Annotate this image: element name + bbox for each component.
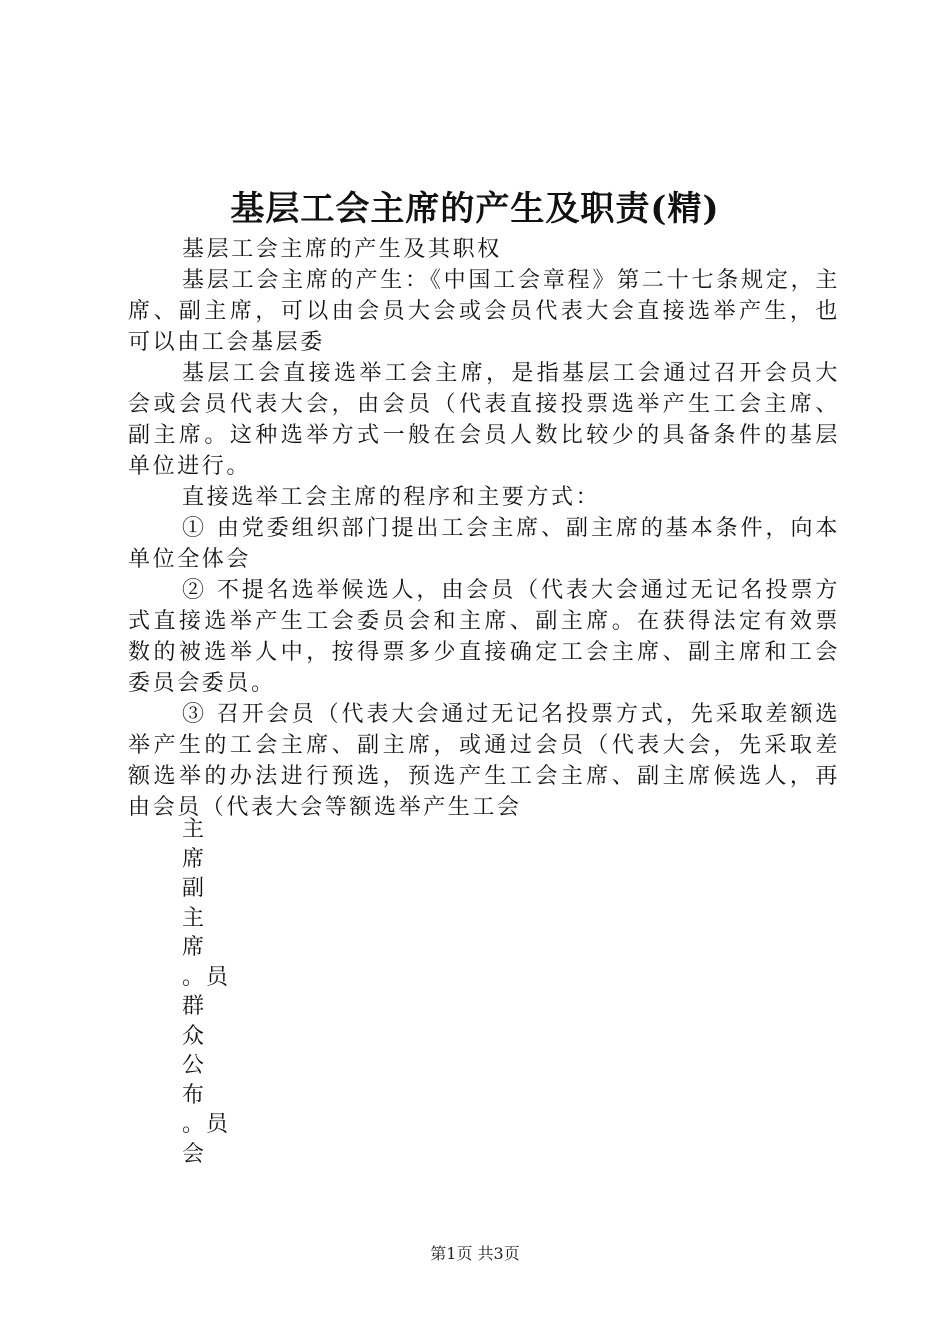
vertical-char: 主 (182, 905, 207, 931)
paragraph-step-2: ② 不提名选举候选人，由会员（代表大会通过无记名投票方式直接选举产生工会委员会和主席、副主席。在获得法定有效票数的被选举人中，按得票多少直接确定工会主席、副主席和工会委员会委员。 (128, 578, 840, 696)
vertical-char: 主 (182, 817, 207, 842)
paragraph-production: 基层工会主席的产生：《中国工会章程》第二十七条规定，主席、副主席，可以由会员大会或会员代表大会直接选举产生，也可以由工会基层委 (128, 268, 840, 355)
document-body (128, 234, 840, 823)
vertical-char: 席 (182, 846, 207, 872)
paragraph-procedure-heading: 直接选举工会主席的程序和主要方式： (182, 485, 601, 510)
document-title: 基层工会主席的产生及职责(精) (230, 189, 720, 229)
vertical-char: 群 (182, 994, 207, 1019)
paragraph-step-3: ③ 召开会员（代表大会通过无记名投票方式，先采取差额选举产生的工会主席、副主席，或通过会员（代表大会，先采取差额选举的办法进行预选，预选产生工会主席、副主席候选人，再由会员（代表大会等额选举产生工会 (128, 702, 840, 820)
vertical-char: 众 (182, 1023, 207, 1049)
page-footer: 第1页 共3页 (430, 1244, 520, 1263)
vertical-char: 。员 (182, 964, 231, 990)
paragraph-subtitle: 基层工会主席的产生及其职权 (182, 237, 502, 262)
vertical-char: 副 (182, 876, 207, 901)
vertical-char: 布 (182, 1082, 207, 1108)
vertical-char: 公 (182, 1053, 207, 1078)
vertical-char: 会 (182, 1141, 207, 1167)
vertical-char: 席 (182, 935, 207, 960)
vertical-text-column (182, 815, 230, 1169)
paragraph-step-1: ① 由党委组织部门提出工会主席、副主席的基本条件，向本单位全体会 (128, 516, 840, 572)
paragraph-direct-election: 基层工会直接选举工会主席，是指基层工会通过召开会员大会或会员代表大会，由会员（代表直接投票选举产生工会主席、副主席。这种选举方式一般在会员人数比较少的具备条件的基层单位进行。 (128, 361, 840, 479)
vertical-char: 。员 (182, 1112, 231, 1137)
